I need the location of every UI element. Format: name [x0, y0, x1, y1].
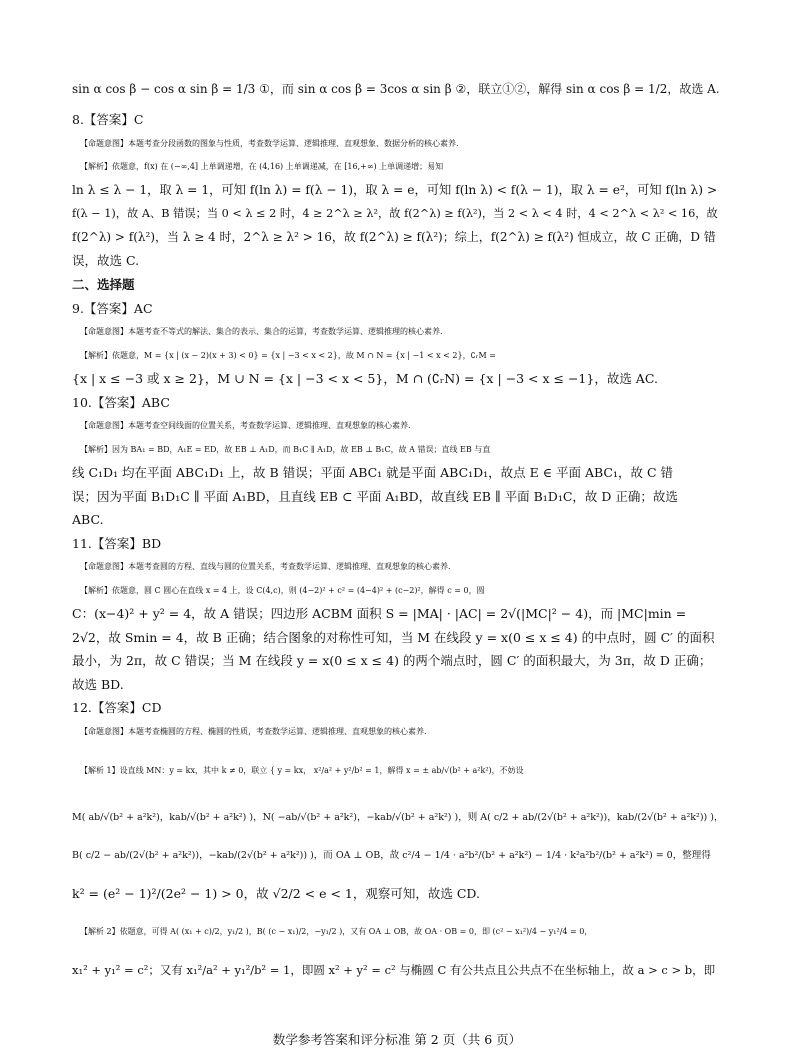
q12-solution2-line-2: x₁² + y₁² = c²；又有 x₁²/a² + y₁²/b² = 1，即圆 x² + y² = c² 与椭圆 C 有公共点且公共点不在坐标轴上，故 a > c > b，即 — [72, 963, 716, 977]
q10-solution-line-1: 【解析】因为 BA₁ = BD，A₁E = ED，故 EB ⊥ A₁D，而 B₁C ∥ A₁D，故 EB ⊥ B₁C，故 A 错误；直线 EB 与直 — [80, 444, 491, 454]
section-heading: 二、选择题 — [72, 276, 135, 292]
q8-intent: 【命题意图】本题考查分段函数的图象与性质，考查数学运算、逻辑推理、直观想象、数据分析的核心素养. — [80, 138, 459, 148]
q8-solution-line-5: 误，故选 C. — [72, 253, 140, 268]
q12-solution1-line-1: 【解析 1】设直线 MN：y = kx，其中 k ≠ 0，联立 { y = kx， x²/a² + y²/b² = 1，解得 x = ± ab/√(b² + a²k²)，不妨设 — [80, 766, 524, 775]
q8-solution-line-2: ln λ ≤ λ − 1，取 λ = 1，可知 f(ln λ) = f(λ − 1)，取 λ = e，可知 f(ln λ) < f(λ − 1)，取 λ = e²，可知 f(ln λ) > — [72, 182, 718, 197]
q12-solution1-line-3: B( c/2 − ab/(2√(b² + a²k²))，−kab/(2√(b² + a²k²)) )，而 OA ⊥ OB，故 c²/4 − 1/4 · a²b²/(b² + a²k²) − 1/4 · k²a²b²/(b² + a²k²) = 0，整理得 — [72, 850, 711, 861]
q12-solution1-line-2: M( ab/√(b² + a²k²)，kab/√(b² + a²k²) )，N( −ab/√(b² + a²k²)，−kab/√(b² + a²k²) )，则 A( c/2 + ab/(2√(b² + a²k²))，kab/(2√(b² + a²k²)) )， — [72, 812, 724, 823]
q10-intent: 【命题意图】本题考查空间线面的位置关系，考查数学运算、逻辑推理、直观想象的核心素养. — [80, 421, 411, 430]
q10-answer: 10.【答案】ABC — [72, 394, 170, 410]
q11-intent: 【命题意图】本题考查圆的方程、直线与圆的位置关系，考查数学运算、逻辑推理、直观想象的核心素养. — [80, 562, 451, 571]
q10-solution-line-3: 误；因为平面 B₁D₁C ∥ 平面 A₁BD，且直线 EB ⊂ 平面 A₁BD，故直线 EB ∥ 平面 B₁D₁C，故 D 正确；故选 — [72, 488, 678, 504]
q12-solution2-line-1: 【解析 2】依题意，可得 A( (x₁ + c)/2，y₁/2 )，B( (c − x₁)/2，−y₁/2 )，又有 OA ⊥ OB，故 OA · OB = 0，即 (c² − x₁²)/4 − y₁²/4 = 0， — [80, 927, 593, 936]
q9-answer: 9.【答案】AC — [72, 300, 153, 316]
q9-intent: 【命题意图】本题考查不等式的解法、集合的表示、集合的运算，考查数学运算、逻辑推理的核心素养. — [80, 327, 443, 336]
q12-answer: 12.【答案】CD — [72, 700, 162, 715]
q9-solution-line-2: {x | x ≤ −3 或 x ≥ 2}，M ∪ N = {x | −3 < x < 5}，M ∩ (∁ᵣN) = {x | −3 < x ≤ −1}，故选 AC. — [72, 371, 658, 386]
q8-solution-line-1: 【解析】依题意，f(x) 在 (−∞,4] 上单调递增，在 (4,16) 上单调递减，在 [16,+∞) 上单调递增；易知 — [80, 162, 444, 171]
q10-solution-line-4: ABC. — [72, 512, 104, 527]
q8-solution-line-3: f(λ − 1)，故 A、B 错误；当 0 < λ ≤ 2 时，4 ≥ 2^λ ≥ λ²，故 f(2^λ) ≥ f(λ²)，当 2 < λ < 4 时，4 < 2^λ < λ² < 16，故 — [72, 207, 718, 220]
q9-solution-line-1: 【解析】依题意，M = {x | (x − 2)(x + 3) < 0} = {x | −3 < x < 2}，故 M ∩ N = {x | −1 < x < 2}，∁ᵣM = — [80, 350, 496, 360]
q12-intent: 【命题意图】本题考查椭圆的方程、椭圆的性质，考查数学运算、逻辑推理、直观想象的核心素养. — [80, 726, 427, 736]
q11-solution-line-1: 【解析】依题意，圆 C 圆心在直线 x = 4 上，设 C(4,c)，则 (4−2)² + c² = (4−4)² + (c−2)²，解得 c = 0，圆 — [80, 585, 485, 595]
q11-answer: 11.【答案】BD — [72, 535, 162, 551]
answer-content — [72, 70, 724, 989]
page-footer: 数学参考答案和评分标准 第 2 页（共 6 页） — [272, 1032, 522, 1047]
q11-solution-line-4: 最小，为 2π，故 C 错误；当 M 在线段 y = x(0 ≤ x ≤ 4) 的两个端点时，圆 C′ 的面积最大，为 3π，故 D 正确； — [72, 653, 712, 668]
q12-solution1-line-4: k² = (e² − 1)²/(2e² − 1) > 0，故 √2/2 < e < 1，观察可知，故选 CD. — [72, 886, 480, 901]
q8-solution-line-4: f(2^λ) > f(λ²)，当 λ ≥ 4 时，2^λ ≥ λ² > 16，故 f(2^λ) ≥ f(λ²)；综上，f(2^λ) ≥ f(λ²) 恒成立，故 C 正确，D 错 — [72, 229, 716, 244]
q11-solution-line-5: 故选 BD. — [72, 676, 124, 692]
q10-solution-line-2: 线 C₁D₁ 均在平面 ABC₁D₁ 上，故 B 错误；平面 ABC₁ 就是平面 ABC₁D₁，故点 E ∈ 平面 ABC₁，故 C 错 — [72, 465, 673, 480]
q8-answer: 8.【答案】C — [72, 112, 144, 127]
q7-solution-end: sin α cos β − cos α sin β = 1/3 ①，而 sin α cos β = 3cos α sin β ②，联立①②，解得 sin α cos β = 1/2，故选 A. — [72, 82, 720, 96]
q11-solution-line-3: 2√2，故 Smin = 4，故 B 正确；结合图象的对称性可知，当 M 在线段 y = x(0 ≤ x ≤ 4) 的中点时，圆 C′ 的面积 — [72, 629, 715, 645]
q11-solution-line-2: C：(x−4)² + y² = 4，故 A 错误；四边形 ACBM 面积 S = |MA| · |AC| = 2√(|MC|² − 4)，而 |MC|min = — [72, 606, 687, 621]
